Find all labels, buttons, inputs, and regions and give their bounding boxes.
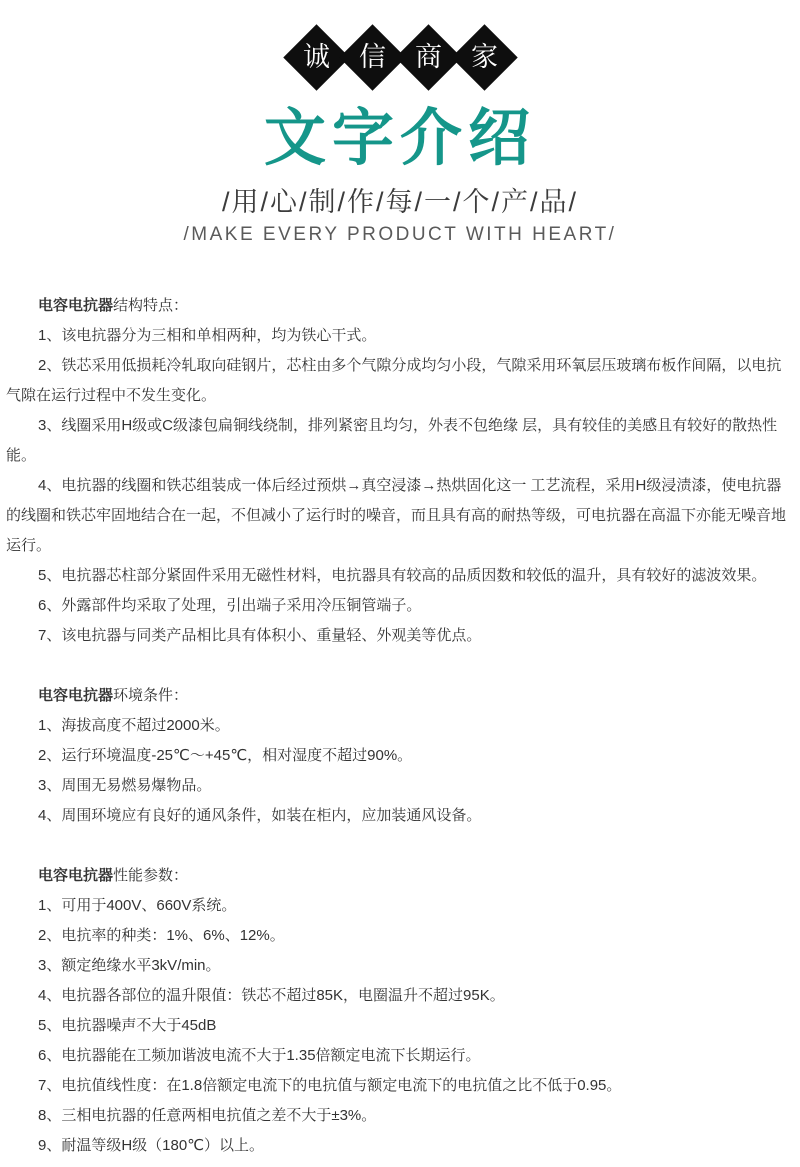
section-heading-topic: 环境条件： xyxy=(113,687,189,704)
list-item: 2、电抗率的种类：1%、6%、12%。 xyxy=(38,927,285,944)
trusted-merchant-badge xyxy=(0,18,800,96)
badge-character: 信 xyxy=(358,41,386,72)
section-heading-topic: 性能参数： xyxy=(113,867,189,884)
list-item: 4、周围环境应有良好的通风条件，如装在柜内，应加装通风设备。 xyxy=(38,807,482,824)
badge-character: 诚 xyxy=(302,41,330,72)
badge-diamond xyxy=(451,24,517,90)
section-heading xyxy=(6,291,794,321)
list-item: 1、海拔高度不超过2000米。 xyxy=(38,717,230,734)
list-item: 3、额定绝缘水平3kV/min。 xyxy=(38,957,221,974)
list-item: 5、电抗器芯柱部分紧固件采用无磁性材料，电抗器具有较高的品质因数和较低的温升，具有较好的滤波效果。 xyxy=(38,567,767,584)
list-item: 2、运行环境温度-25℃～+45℃，相对湿度不超过90%。 xyxy=(38,747,413,764)
product-description xyxy=(0,291,800,1161)
badge-character: 商 xyxy=(414,41,442,72)
section-heading-product: 电容电抗器 xyxy=(38,297,114,314)
list-item: 9、耐温等级H级（180℃）以上。 xyxy=(38,1137,265,1154)
list-item: 2、铁芯采用低损耗冷轧取向硅钢片，芯柱由多个气隙分成均匀小段，气隙采用环氧层压玻璃布板作间隔，以电抗气隙在运行过程中不发生变化。 xyxy=(6,357,782,404)
slogan-english: /MAKE EVERY PRODUCT WITH HEART/ xyxy=(183,224,617,245)
list-item: 4、电抗器的线圈和铁芯组装成一体后经过预烘→真空浸漆→热烘固化这一 工艺流程，采用H级浸渍漆，使电抗器的线圈和铁芯牢固地结合在一起，不但减小了运行时的噪音，而且具有高的耐热等级，可电抗器在高温下亦能无噪音地运行。 xyxy=(6,477,787,554)
list-item: 5、电抗器噪声不大于45dB xyxy=(38,1017,217,1034)
section-performance-parameters xyxy=(6,861,794,1161)
section-heading-topic: 结构特点： xyxy=(113,297,189,314)
page-header xyxy=(0,0,800,247)
list-item: 7、电抗值线性度：在1.8倍额定电流下的电抗值与额定电流下的电抗值之比不低于0.95。 xyxy=(38,1077,622,1094)
badge-character: 家 xyxy=(470,41,498,72)
section-heading-product: 电容电抗器 xyxy=(38,687,114,704)
section-heading-product: 电容电抗器 xyxy=(38,867,114,884)
slogan-chinese: /用/心/制/作/每/一/个/产/品/ xyxy=(221,187,578,217)
list-item: 3、线圈采用H级或C级漆包扁铜线绕制，排列紧密且均匀，外表不包绝缘 层，具有较佳的美感且有较好的散热性能。 xyxy=(6,417,778,464)
list-item: 6、外露部件均采取了处理，引出端子采用冷压铜管端子。 xyxy=(38,597,422,614)
page-title: 文字介绍 xyxy=(263,104,536,173)
list-item: 6、电抗器能在工频加谐波电流不大于1.35倍额定电流下长期运行。 xyxy=(38,1047,481,1064)
list-item: 7、该电抗器与同类产品相比具有体积小、重量轻、外观美等优点。 xyxy=(38,627,482,644)
list-item: 4、电抗器各部位的温升限值：铁芯不超过85K，电圈温升不超过95K。 xyxy=(38,987,505,1004)
list-item: 3、周围无易燃易爆物品。 xyxy=(38,777,212,794)
list-item: 8、三相电抗器的任意两相电抗值之差不大于±3%。 xyxy=(38,1107,377,1124)
section-structure-features xyxy=(6,291,794,651)
section-heading xyxy=(6,681,794,711)
list-item: 1、可用于400V、660V系统。 xyxy=(38,897,237,914)
list-item: 1、该电抗器分为三相和单相两种，均为铁心干式。 xyxy=(38,327,377,344)
section-heading xyxy=(6,861,794,891)
section-environment-conditions xyxy=(6,681,794,831)
